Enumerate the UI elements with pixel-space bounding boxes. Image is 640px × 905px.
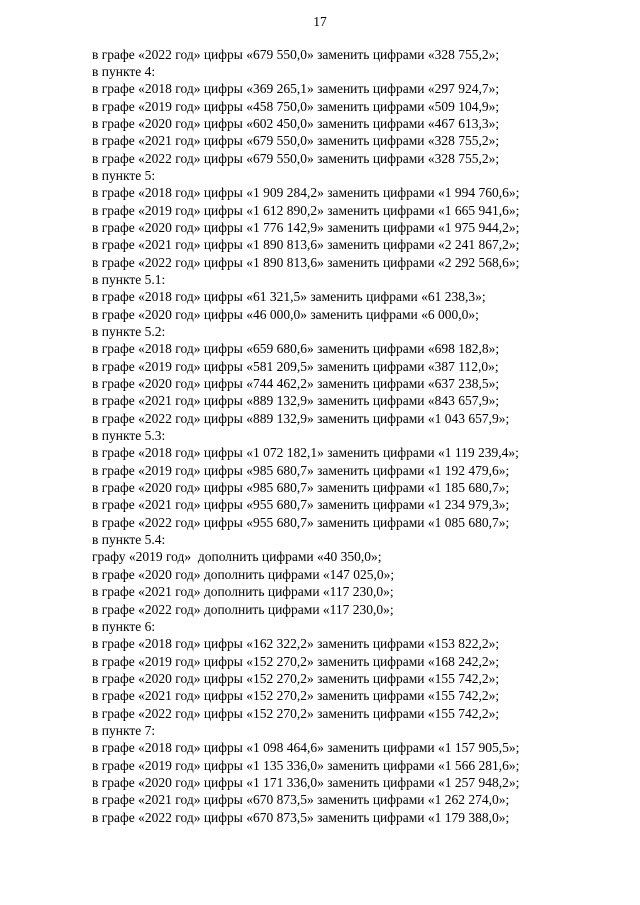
amendment-line: в графе «2022 год» цифры «955 680,7» заменить цифрами «1 085 680,7»;: [92, 514, 510, 530]
amendment-line: в графе «2018 год» цифры «1 098 464,6» заменить цифрами «1 157 905,5»;: [92, 740, 520, 756]
section-heading-line: в пункте 5.4:: [92, 532, 166, 548]
amendment-line: в графе «2021 год» цифры «889 132,9» заменить цифрами «843 657,9»;: [92, 393, 500, 409]
amendment-line: в графе «2020 год» цифры «985 680,7» заменить цифрами «1 185 680,7»;: [92, 480, 510, 496]
amendment-line: в графе «2020 год» цифры «1 171 336,0» заменить цифрами «1 257 948,2»;: [92, 774, 520, 790]
amendment-line: в графе «2020 год» дополнить цифрами «147 025,0»;: [92, 566, 395, 582]
amendment-line: в графе «2022 год» цифры «1 890 813,6» заменить цифрами «2 292 568,6»;: [92, 254, 520, 270]
amendment-line: в графе «2019 год» цифры «985 680,7» заменить цифрами «1 192 479,6»;: [92, 462, 510, 478]
amendment-line: в графе «2019 год» цифры «152 270,2» заменить цифрами «168 242,2»;: [92, 653, 500, 669]
amendment-line: в графе «2018 год» цифры «61 321,5» заменить цифрами «61 238,3»;: [92, 289, 486, 305]
section-heading-line: в пункте 5.3:: [92, 428, 166, 444]
amendment-line: в графе «2018 год» цифры «1 909 284,2» заменить цифрами «1 994 760,6»;: [92, 185, 520, 201]
amendment-line: в графе «2018 год» цифры «162 322,2» заменить цифрами «153 822,2»;: [92, 636, 500, 652]
amendment-line: в графе «2021 год» цифры «679 550,0» заменить цифрами «328 755,2»;: [92, 133, 500, 149]
amendment-line: в графе «2020 год» цифры «1 776 142,9» заменить цифрами «1 975 944,2»;: [92, 219, 520, 235]
amendment-line: в графе «2018 год» цифры «1 072 182,1» заменить цифрами «1 119 239,4»;: [92, 445, 519, 461]
amendment-line: в графе «2021 год» цифры «152 270,2» заменить цифрами «155 742,2»;: [92, 688, 500, 704]
amendment-line: в графе «2019 год» цифры «1 612 890,2» заменить цифрами «1 665 941,6»;: [92, 202, 520, 218]
amendment-line: в графе «2022 год» цифры «152 270,2» заменить цифрами «155 742,2»;: [92, 705, 500, 721]
amendment-line: в графе «2020 год» цифры «744 462,2» заменить цифрами «637 238,5»;: [92, 376, 500, 392]
amendment-line: в графе «2022 год» цифры «679 550,0» заменить цифрами «328 755,2»;: [92, 150, 500, 166]
section-heading-line: в пункте 4:: [92, 63, 156, 79]
amendment-line: в графе «2022 год» цифры «889 132,9» заменить цифрами «1 043 657,9»;: [92, 410, 510, 426]
section-heading-line: в пункте 5:: [92, 167, 156, 183]
amendment-line: в графе «2022 год» дополнить цифрами «117 230,0»;: [92, 601, 394, 617]
section-heading-line: в пункте 5.1:: [92, 271, 166, 287]
amendment-line: в графе «2021 год» дополнить цифрами «117 230,0»;: [92, 584, 394, 600]
amendment-line: в графе «2020 год» цифры «152 270,2» заменить цифрами «155 742,2»;: [92, 670, 500, 686]
amendment-line: в графе «2018 год» цифры «369 265,1» заменить цифрами «297 924,7»;: [92, 81, 500, 97]
amendment-line: в графе «2019 год» цифры «1 135 336,0» заменить цифрами «1 566 281,6»;: [92, 757, 520, 773]
section-heading-line: в пункте 6:: [92, 618, 156, 634]
document-body: [92, 46, 632, 826]
section-heading-line: в пункте 7:: [92, 722, 156, 738]
amendment-line: в графе «2020 год» цифры «602 450,0» заменить цифрами «467 613,3»;: [92, 115, 500, 131]
section-heading-line: в пункте 5.2:: [92, 324, 166, 339]
amendment-line: в графе «2021 год» цифры «670 873,5» заменить цифрами «1 262 274,0»;: [92, 792, 510, 808]
amendment-line: в графе «2022 год» цифры «679 550,0» заменить цифрами «328 755,2»;: [92, 46, 500, 62]
amendment-line: в графе «2019 год» цифры «581 209,5» заменить цифрами «387 112,0»;: [92, 358, 499, 374]
amendment-line: в графе «2021 год» цифры «1 890 813,6» заменить цифрами «2 241 867,2»;: [92, 237, 520, 253]
amendment-line: в графе «2021 год» цифры «955 680,7» заменить цифрами «1 234 979,3»;: [92, 497, 510, 513]
amendment-line: в графе «2018 год» цифры «659 680,6» заменить цифрами «698 182,8»;: [92, 341, 500, 357]
amendment-line: в графе «2020 год» цифры «46 000,0» заменить цифрами «6 000,0»;: [92, 306, 479, 322]
amendment-line: в графе «2022 год» цифры «670 873,5» заменить цифрами «1 179 388,0»;: [92, 809, 510, 825]
amendment-line: графу «2019 год» дополнить цифрами «40 350,0»;: [92, 549, 382, 565]
page-number: 17: [313, 14, 327, 29]
amendment-line: в графе «2019 год» цифры «458 750,0» заменить цифрами «509 104,9»;: [92, 98, 500, 114]
